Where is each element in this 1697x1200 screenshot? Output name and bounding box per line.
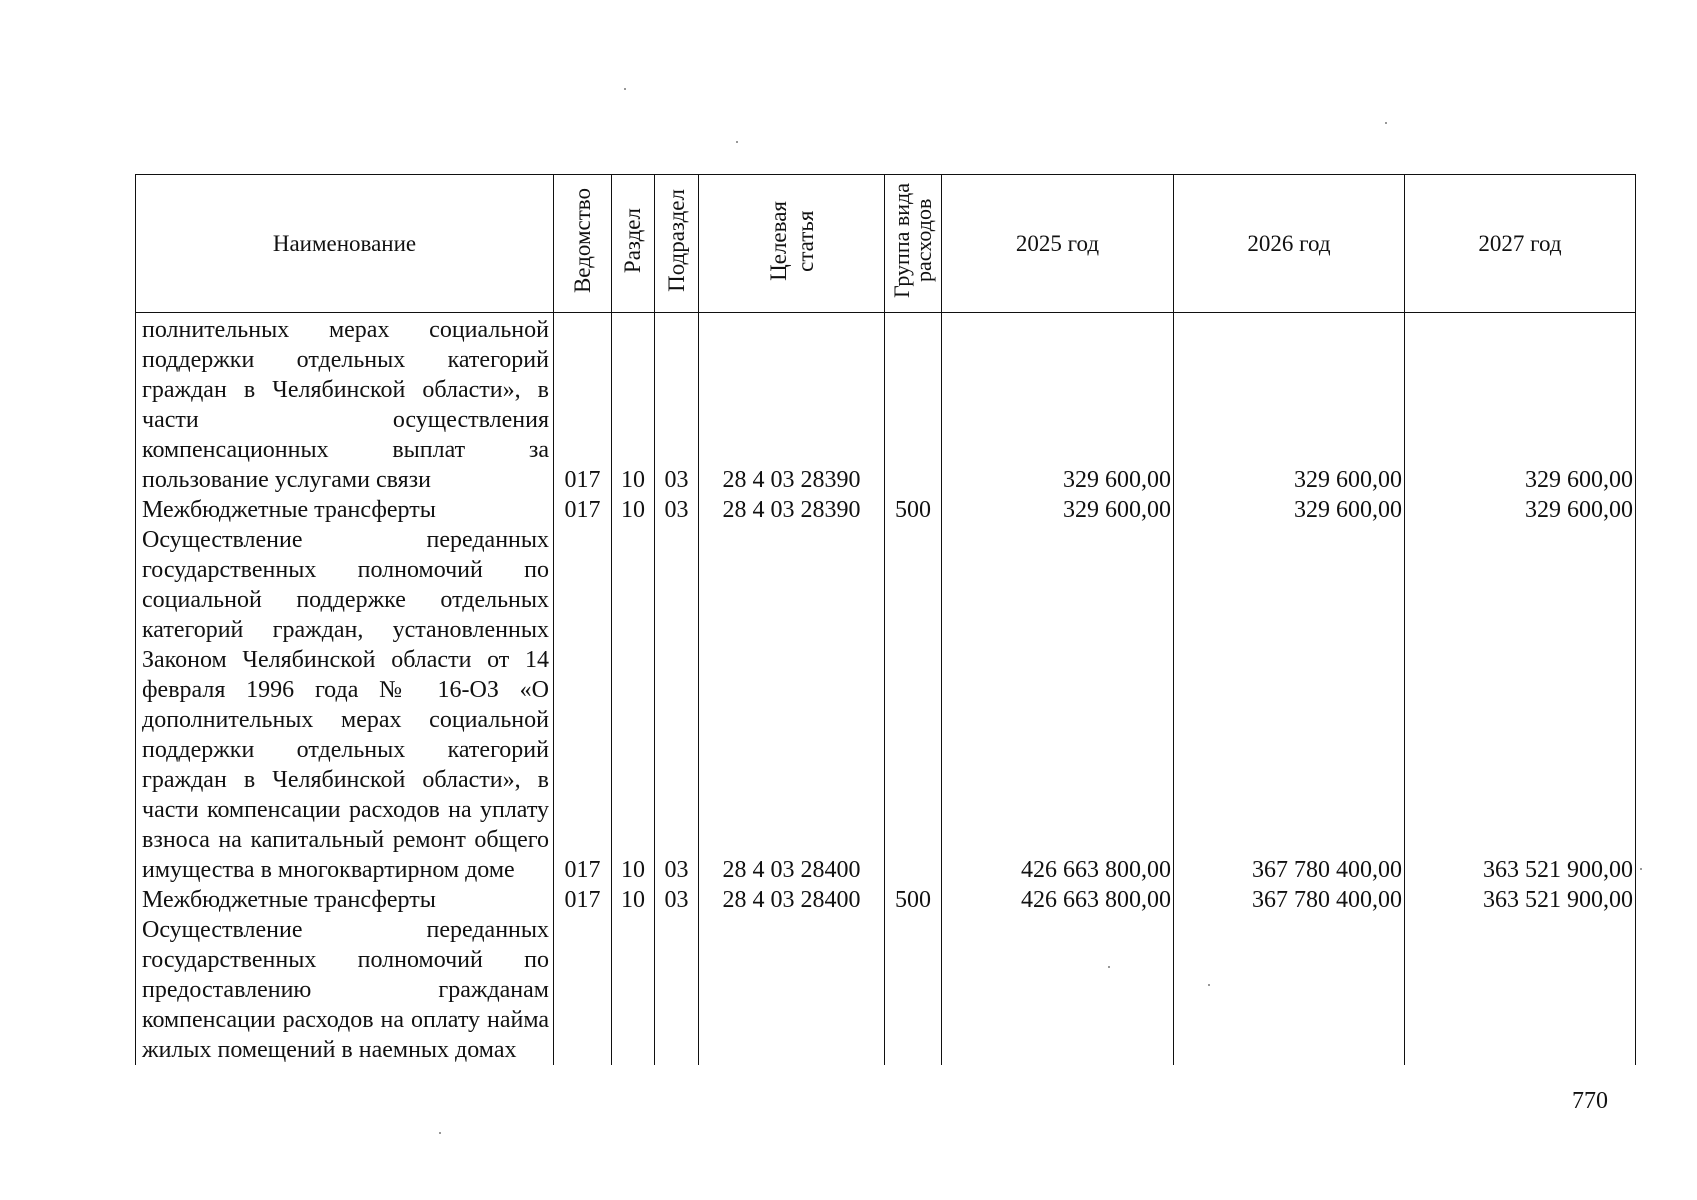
scan-speck [1640,868,1642,870]
row-amount-2027: 363 521 900,00 [1405,525,1636,885]
header-razdel: Раздел [612,175,655,313]
row-vedomstvo [554,915,612,1065]
scan-speck [624,88,626,90]
scan-speck [1385,122,1387,124]
row-vedomstvo: 017 [554,495,612,525]
row-amount-2026: 329 600,00 [1174,495,1405,525]
header-year-2026: 2026 год [1174,175,1405,313]
row-name: Межбюджетные трансферты [136,885,554,915]
header-podrazdel: Подраздел [655,175,699,313]
row-razdel [612,915,655,1065]
row-amount-2025: 329 600,00 [942,495,1174,525]
row-podrazdel: 03 [655,525,699,885]
table-header [136,175,1636,313]
row-celevaya-statya: 28 4 03 28390 [699,495,885,525]
row-amount-2025: 426 663 800,00 [942,885,1174,915]
row-celevaya-statya [699,915,885,1065]
row-amount-2025: 426 663 800,00 [942,525,1174,885]
row-gruppa: 500 [885,885,942,915]
row-amount-2026: 367 780 400,00 [1174,525,1405,885]
row-amount-2027: 329 600,00 [1405,495,1636,525]
row-razdel: 10 [612,885,655,915]
table-row [136,313,1636,496]
row-name: полнительных мерах социальной поддержки отдельных категорий граждан в Челябинской области», в части осуществления компенсационных выплат за пользование услугами связи [136,313,554,496]
header-year-2027: 2027 год [1405,175,1636,313]
row-amount-2027: 363 521 900,00 [1405,885,1636,915]
header-year-2025: 2025 год [942,175,1174,313]
header-name: Наименование [136,175,554,313]
budget-table-container [135,174,1635,1065]
row-gruppa: 500 [885,495,942,525]
row-razdel: 10 [612,495,655,525]
row-vedomstvo: 017 [554,885,612,915]
row-amount-2025 [942,915,1174,1065]
row-amount-2025: 329 600,00 [942,313,1174,496]
row-vedomstvo: 017 [554,525,612,885]
row-razdel: 10 [612,525,655,885]
row-amount-2026: 329 600,00 [1174,313,1405,496]
row-podrazdel: 03 [655,495,699,525]
row-name: Осуществление переданных государственных полномочий по социальной поддержке отдельных категорий граждан, установленных Законом Челябинской области от 14 февраля 1996 года № 16-ОЗ «О дополнительных мерах социальной поддержки отдельных категорий граждан в Челябинской области», в части компенсации расходов на уплату взноса на капитальный ремонт общего имущества в многоквартирном доме [136,525,554,885]
table-body [136,313,1636,1066]
table-row [136,525,1636,885]
row-vedomstvo: 017 [554,313,612,496]
row-gruppa [885,525,942,885]
scan-speck [1108,966,1110,968]
row-amount-2026 [1174,915,1405,1065]
row-celevaya-statya: 28 4 03 28400 [699,525,885,885]
row-amount-2027 [1405,915,1636,1065]
scan-speck [439,1132,441,1134]
table-row [136,885,1636,915]
row-podrazdel: 03 [655,313,699,496]
row-celevaya-statya: 28 4 03 28400 [699,885,885,915]
budget-table [135,174,1636,1065]
header-gruppa-vida-rashodov: Группа вида расходов [885,175,942,313]
header-vedomstvo: Ведомство [554,175,612,313]
row-gruppa [885,915,942,1065]
row-amount-2026: 367 780 400,00 [1174,885,1405,915]
row-name: Межбюджетные трансферты [136,495,554,525]
row-celevaya-statya: 28 4 03 28390 [699,313,885,496]
row-amount-2027: 329 600,00 [1405,313,1636,496]
row-name: Осуществление переданных государственных полномочий по предоставлению гражданам компенсации расходов на оплату найма жилых помещений в наемных домах [136,915,554,1065]
table-row [136,915,1636,1065]
table-row [136,495,1636,525]
row-razdel: 10 [612,313,655,496]
header-celevaya-statya: Целевая статья [699,175,885,313]
scan-speck [736,141,738,143]
row-podrazdel: 03 [655,885,699,915]
row-podrazdel [655,915,699,1065]
row-gruppa [885,313,942,496]
page-number: 770 [1572,1088,1608,1114]
scan-speck [1208,984,1210,986]
